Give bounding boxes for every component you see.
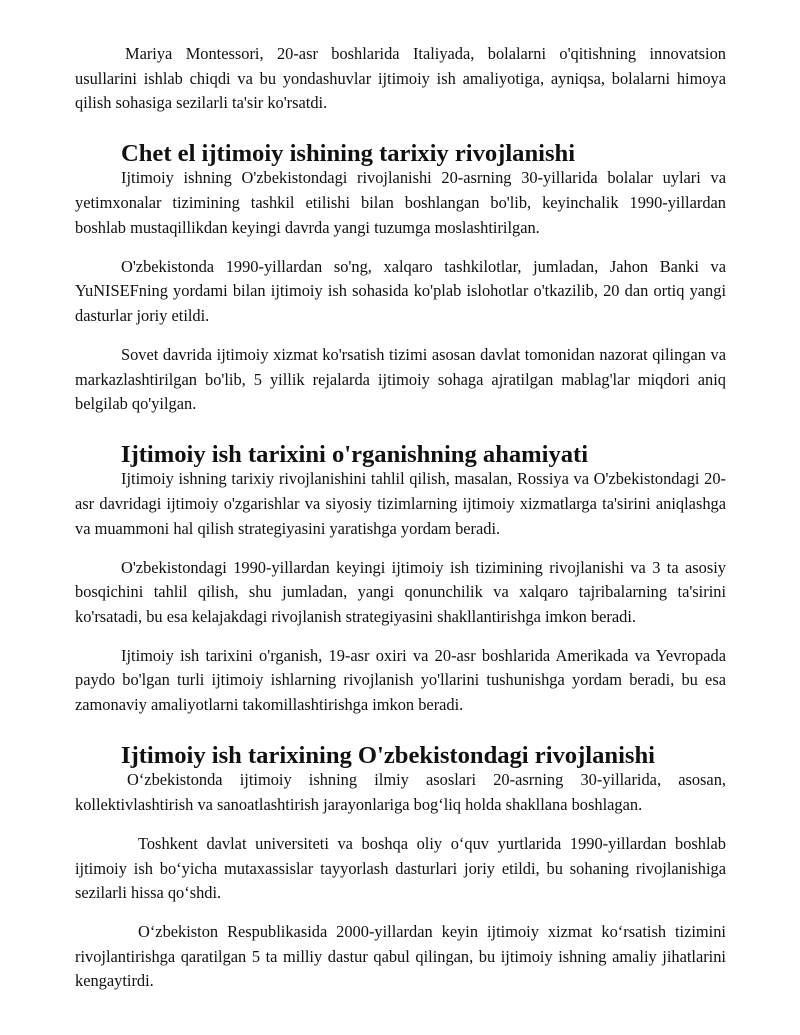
paragraph-historical-analysis: Ijtimoiy ishning tarixiy rivojlanishini tahlil qilish, masalan, Rossiya va O'zbekistondagi 20-asr davridagi ijtimoiy o'zgarishlar va siyosiy tizimlarning ijtimoiy xizmatlarga ta'sirini aniqlashga va muammoni hal qilish strategiyasini yaratishga yordam beradi. (75, 469, 726, 538)
section-heading-importance: Ijtimoiy ish tarixini o'rganishning ahamiyati (121, 440, 589, 468)
paragraph-university-programs: Toshkent davlat universiteti va boshqa oliy o‘quv yurtlarida 1990-yillardan boshlab ijtimoiy ish bo‘yicha mutaxassislar tayyorlash dasturlari joriy etildi, bu sohaning rivojlanishiga sezilarli hissa qo‘shdi. (75, 833, 726, 903)
section-heading-uzbekistan-development: Ijtimoiy ish tarixining O'zbekistondagi rivojlanishi (121, 741, 655, 769)
document-page (75, 42, 726, 1009)
paragraph-america-europe: Ijtimoiy ish tarixini o'rganish, 19-asr oxiri va 20-asr boshlarida Amerikada va Yevropada paydo bo'lgan turli ijtimoiy ishlarning rivojlanish yo'llarini tushunishga yordam beradi, bu esa zamonaviy amaliyotlarni takomillashtirishga imkon beradi. (75, 645, 726, 715)
paragraph-soviet-period: Sovet davrida ijtimoiy xizmat ko'rsatish tizimi asosan davlat tomonidan nazorat qilingan va markazlashtirilgan bo'lib, 5 yillik rejalarda ijtimoiy sohaga ajratilgan mablag'lar miqdori aniq belgilab qo'yilgan. (75, 344, 726, 414)
paragraph-montessori: Mariya Montessori, 20-asr boshlarida Italiyada, bolalarni o'qitishning innovatsion usullarini ishlab chiqdi va bu yondashuvlar ijtimoiy ish amaliyotiga, ayniqsa, bolalarni himoya qilish sohasiga sezilarli ta'sir ko'rsatdi. (75, 44, 726, 113)
section-heading-foreign-history: Chet el ijtimoiy ishining tarixiy rivojlanishi (121, 139, 576, 167)
paragraph-three-stages: O'zbekistondagi 1990-yillardan keyingi ijtimoiy ish tizimining rivojlanishi va 3 ta asosiy bosqichini tahlil qilish, shu jumladan, yangi qonunchilik va xalqaro tajribalarning ta'sirini ko'rsatadi, bu esa kelajakdagi rivojlanish strategiyasini shakllantirishga imkon beradi. (75, 557, 726, 626)
paragraph-uzbek-development-1930s: Ijtimoiy ishning O'zbekistondagi rivojlanishi 20-asrning 30-yillarida bolalar uylari va yetimxonalar tizimining tashkil etilishi bilan boshlangan bo'lib, keyinchalik 1990-yillardan boshlab mustaqillikdan keyingi davrda yangi tuzumga moslashtirilgan. (75, 168, 726, 237)
paragraph-reforms-after-1990: O'zbekistonda 1990-yillardan so'ng, xalqaro tashkilotlar, jumladan, Jahon Banki va YuNISEFning yordami bilan ijtimoiy ish sohasida ko'plab islohotlar o'tkazilib, 20 dan ortiq yangi dasturlar joriy etildi. (75, 256, 726, 325)
paragraph-national-programs: O‘zbekiston Respublikasida 2000-yillardan keyin ijtimoiy xizmat ko‘rsatish tizimini rivojlantirishga qaratilgan 5 ta milliy dastur qabul qilingan, bu ijtimoiy ishning amaliy jihatlarini kengaytirdi. (75, 922, 726, 991)
paragraph-scientific-foundations: O‘zbekistonda ijtimoiy ishning ilmiy asoslari 20-asrning 30-yillarida, asosan, kollektivlashtirish va sanoatlashtirish jarayonlariga bog‘liq holda shakllana boshlagan. (75, 770, 726, 814)
